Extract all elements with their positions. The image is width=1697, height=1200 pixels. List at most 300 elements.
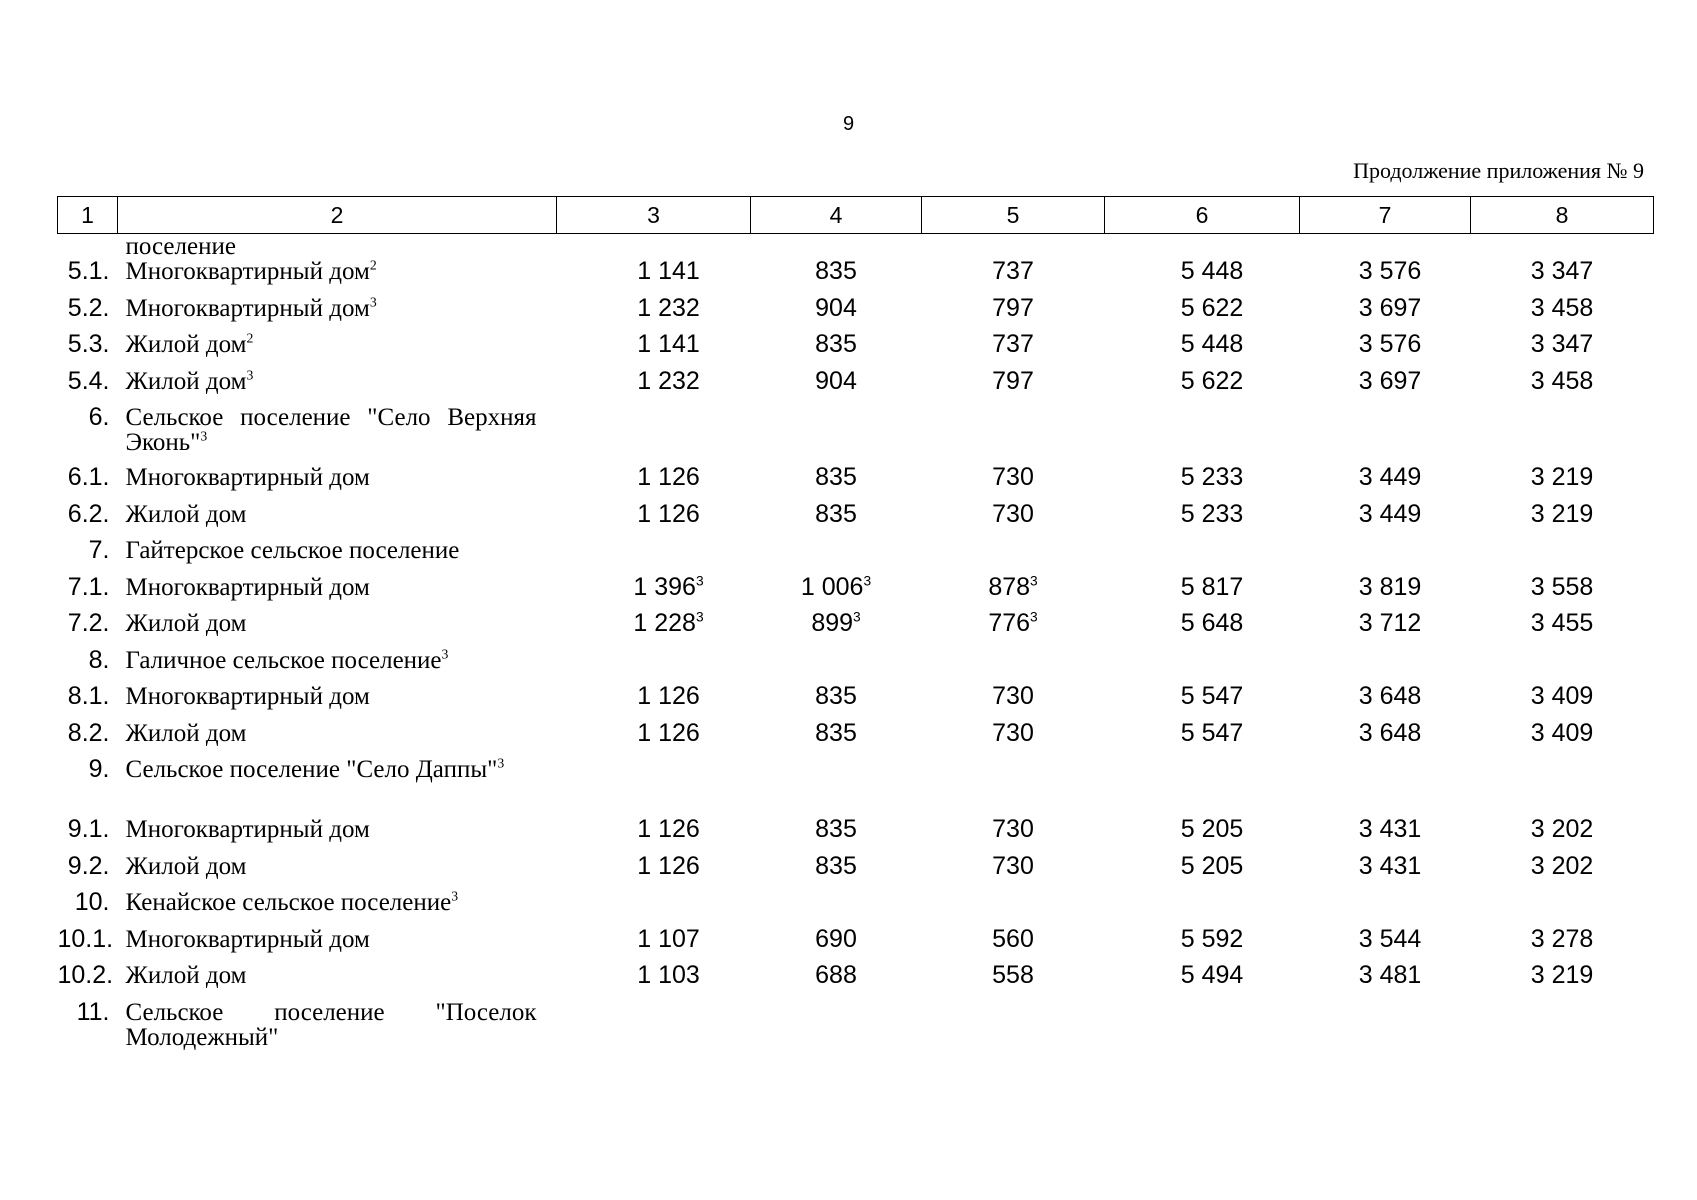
value-cell-col-3 xyxy=(557,1000,751,1060)
value: 730 xyxy=(992,463,1034,491)
value: 3 409 xyxy=(1530,718,1594,747)
value-cell-col-3 xyxy=(557,234,751,260)
value-cell-col-5 xyxy=(922,366,1105,406)
table-row xyxy=(58,465,1654,502)
value: 904 xyxy=(815,293,857,322)
table-row xyxy=(58,963,1654,1000)
value: 3 449 xyxy=(1358,499,1422,528)
table-row xyxy=(58,502,1654,539)
value-cell-col-6 xyxy=(1105,1000,1300,1060)
value-cell-col-8 xyxy=(1471,757,1654,817)
table-row xyxy=(58,332,1654,369)
value: 3 202 xyxy=(1530,815,1594,843)
value-cell-col-8 xyxy=(1471,924,1654,964)
row-name: Кенайское сельское поселение xyxy=(125,889,452,916)
column-header-5: 5 xyxy=(922,197,1105,234)
value: 835 xyxy=(815,330,857,358)
value-cell-col-4 xyxy=(751,648,922,685)
value-cell-col-7 xyxy=(1300,234,1471,260)
value: 835 xyxy=(815,682,857,710)
column-header-6: 6 xyxy=(1105,197,1300,234)
value: 3 697 xyxy=(1358,293,1422,322)
value-cell-col-5 xyxy=(922,465,1105,502)
table-row xyxy=(58,927,1654,964)
value-cell-col-4 xyxy=(751,293,922,333)
tariff-table xyxy=(57,196,1654,1060)
footnote-marker: 3 xyxy=(369,294,377,310)
table-row xyxy=(58,854,1654,891)
value-cell-col-5 xyxy=(922,611,1105,648)
value: 1 107 xyxy=(637,924,700,953)
value: 3 712 xyxy=(1358,609,1422,637)
value: 3 202 xyxy=(1530,851,1594,880)
row-name: Многоквартирный дом xyxy=(125,258,370,285)
value: 3 576 xyxy=(1358,257,1422,285)
footnote-marker: 3 xyxy=(1030,609,1038,625)
row-name-cell xyxy=(118,369,557,406)
value: 797 xyxy=(992,293,1034,322)
value-cell-col-7 xyxy=(1300,465,1471,502)
value: 560 xyxy=(992,924,1034,953)
value: 5 817 xyxy=(1180,572,1244,601)
value-cell-col-5 xyxy=(922,234,1105,260)
footnote-marker: 3 xyxy=(853,609,861,625)
value-cell-col-8 xyxy=(1471,648,1654,685)
value: 3 449 xyxy=(1358,463,1422,491)
value-cell-col-4 xyxy=(751,851,922,891)
value-cell-col-7 xyxy=(1300,1000,1471,1060)
footnote-marker: 3 xyxy=(497,755,505,771)
value: 5 205 xyxy=(1180,851,1244,880)
value-cell-col-3 xyxy=(557,499,751,539)
row-number: 5.2. xyxy=(67,293,110,322)
value-cell-col-5 xyxy=(922,332,1105,369)
table-row xyxy=(58,684,1654,721)
value-cell-col-5 xyxy=(922,684,1105,721)
row-number: 9.1. xyxy=(67,815,110,843)
row-name: Сельское поселение "Село Даппы" xyxy=(125,756,498,783)
value-cell-col-4 xyxy=(751,963,922,1000)
footnote-marker: 3 xyxy=(695,609,704,625)
row-name-cell xyxy=(118,721,557,758)
value-cell-col-5 xyxy=(922,924,1105,964)
value-cell-col-6 xyxy=(1105,499,1300,539)
row-name-cell xyxy=(118,854,557,891)
table-row xyxy=(58,575,1654,612)
value-cell-col-6 xyxy=(1105,817,1300,854)
value-cell-col-8 xyxy=(1471,817,1654,854)
value-cell-col-8 xyxy=(1471,718,1654,758)
value-cell-col-5 xyxy=(922,851,1105,891)
value-cell-col-4 xyxy=(751,924,922,964)
value-cell-col-7 xyxy=(1300,757,1471,817)
value-cell-col-7 xyxy=(1300,611,1471,648)
value: 3 576 xyxy=(1358,330,1422,358)
row-name: Многоквартирный дом xyxy=(125,816,370,843)
footnote-marker: 3 xyxy=(1030,573,1038,589)
footnote-marker: 3 xyxy=(246,367,254,383)
row-name: Многоквартирный дом xyxy=(125,573,370,601)
value-cell-col-6 xyxy=(1105,405,1300,465)
value: 5 448 xyxy=(1180,257,1244,285)
value-cell-col-6 xyxy=(1105,572,1300,612)
value: 835 xyxy=(815,851,857,880)
row-number: 7.1. xyxy=(67,572,110,601)
value: 797 xyxy=(992,366,1034,395)
value-cell-col-8 xyxy=(1471,684,1654,721)
value: 3 278 xyxy=(1530,924,1594,953)
row-name-cell xyxy=(118,1000,557,1060)
value: 3 347 xyxy=(1530,330,1594,358)
row-number: 8.2. xyxy=(67,718,110,747)
value-cell-col-4 xyxy=(751,718,922,758)
row-name-cell xyxy=(118,332,557,369)
row-number: 10.1. xyxy=(57,924,114,953)
value-cell-col-5 xyxy=(922,538,1105,575)
row-number xyxy=(58,234,118,260)
footnote-marker: 3 xyxy=(695,573,704,589)
value-cell-col-3 xyxy=(557,465,751,502)
table-row xyxy=(58,234,1654,260)
value-cell-col-6 xyxy=(1105,611,1300,648)
value-cell-col-7 xyxy=(1300,890,1471,927)
value: 3 819 xyxy=(1358,572,1422,601)
row-number: 10. xyxy=(74,888,110,916)
value: 3 697 xyxy=(1358,366,1422,395)
value-cell-col-8 xyxy=(1471,234,1654,260)
row-name: Сельское поселение "Село Верхняя Эконь" xyxy=(125,404,537,456)
value-cell-col-8 xyxy=(1471,1000,1654,1060)
value: 737 xyxy=(992,330,1034,358)
table-row xyxy=(58,817,1654,854)
table-row xyxy=(58,259,1654,296)
row-name-cell xyxy=(118,757,557,817)
value-cell-col-5 xyxy=(922,718,1105,758)
value-cell-col-7 xyxy=(1300,718,1471,758)
value-cell-col-3 xyxy=(557,684,751,721)
value-cell-col-6 xyxy=(1105,890,1300,927)
footnote-marker: 2 xyxy=(246,330,254,346)
row-number: 9.2. xyxy=(67,851,110,880)
value-cell-col-7 xyxy=(1300,405,1471,465)
value-cell-col-7 xyxy=(1300,538,1471,575)
value-cell-col-5 xyxy=(922,963,1105,1000)
value: 1 141 xyxy=(637,257,700,285)
value: 5 448 xyxy=(1180,330,1244,358)
value-cell-col-4 xyxy=(751,366,922,406)
value: 3 458 xyxy=(1530,366,1594,395)
footnote-marker: 3 xyxy=(200,428,208,444)
table-row xyxy=(58,369,1654,406)
row-name-cell xyxy=(118,405,557,465)
table-row xyxy=(58,757,1654,817)
value: 3 219 xyxy=(1530,961,1594,989)
value: 5 494 xyxy=(1180,961,1244,989)
value-cell-col-4 xyxy=(751,234,922,260)
value-cell-col-8 xyxy=(1471,293,1654,333)
row-number: 5.3. xyxy=(67,330,110,358)
value: 1 126 xyxy=(637,718,700,747)
row-name-cell xyxy=(118,648,557,685)
row-name: Сельское поселение "Поселок Молодежный" xyxy=(125,998,537,1051)
value: 1 141 xyxy=(637,330,700,358)
value-cell-col-6 xyxy=(1105,259,1300,296)
value-cell-col-6 xyxy=(1105,465,1300,502)
value: 5 622 xyxy=(1180,366,1244,395)
value: 1 232 xyxy=(637,293,700,322)
value: 688 xyxy=(815,961,857,989)
value-cell-col-7 xyxy=(1300,332,1471,369)
value: 1 126 xyxy=(637,815,700,843)
value-cell-col-3 xyxy=(557,817,751,854)
column-header-2: 2 xyxy=(118,197,557,234)
value: 3 409 xyxy=(1530,682,1594,710)
value-cell-col-8 xyxy=(1471,963,1654,1000)
value-cell-col-4 xyxy=(751,465,922,502)
value: 3 648 xyxy=(1358,718,1422,747)
value-cell-col-8 xyxy=(1471,259,1654,296)
value: 1 396 xyxy=(633,572,696,601)
value-cell-col-7 xyxy=(1300,924,1471,964)
value-cell-col-6 xyxy=(1105,648,1300,685)
row-number: 5.1. xyxy=(67,257,110,285)
value-cell-col-8 xyxy=(1471,890,1654,927)
value: 1 232 xyxy=(637,366,700,395)
value-cell-col-4 xyxy=(751,890,922,927)
row-name-cell xyxy=(118,538,557,575)
column-header-3: 3 xyxy=(557,197,751,234)
value: 5 547 xyxy=(1180,682,1244,710)
value-cell-col-3 xyxy=(557,718,751,758)
value-cell-col-7 xyxy=(1300,684,1471,721)
value-cell-col-3 xyxy=(557,924,751,964)
value-cell-col-5 xyxy=(922,890,1105,927)
value-cell-col-8 xyxy=(1471,572,1654,612)
row-name: Жилой дом xyxy=(125,610,247,637)
row-name: Жилой дом xyxy=(125,367,247,395)
value: 3 544 xyxy=(1358,924,1422,953)
value-cell-col-4 xyxy=(751,538,922,575)
row-number: 6. xyxy=(88,403,110,431)
value: 5 233 xyxy=(1180,463,1244,491)
value-cell-col-6 xyxy=(1105,234,1300,260)
value-cell-col-6 xyxy=(1105,332,1300,369)
value-cell-col-7 xyxy=(1300,851,1471,891)
row-number: 11. xyxy=(76,997,110,1026)
value: 558 xyxy=(992,961,1034,989)
value-cell-col-4 xyxy=(751,332,922,369)
value-cell-col-8 xyxy=(1471,851,1654,891)
value-cell-col-7 xyxy=(1300,366,1471,406)
value: 3 648 xyxy=(1358,682,1422,710)
footnote-marker: 3 xyxy=(863,573,872,589)
value-cell-col-4 xyxy=(751,1000,922,1060)
table-row xyxy=(58,611,1654,648)
row-name-cell xyxy=(118,963,557,1000)
value: 835 xyxy=(815,463,857,491)
value-cell-col-8 xyxy=(1471,366,1654,406)
value-cell-col-8 xyxy=(1471,538,1654,575)
value: 5 592 xyxy=(1180,924,1244,953)
row-number: 6.1. xyxy=(67,463,110,491)
value-cell-col-6 xyxy=(1105,366,1300,406)
value: 3 347 xyxy=(1530,257,1594,285)
row-name: Многоквартирный дом xyxy=(125,683,370,710)
row-name-cell xyxy=(118,234,557,260)
value-cell-col-5 xyxy=(922,1000,1105,1060)
row-name: поселение xyxy=(125,233,236,260)
value-cell-col-5 xyxy=(922,259,1105,296)
value-cell-col-3 xyxy=(557,293,751,333)
value: 3 558 xyxy=(1530,572,1594,601)
value: 1 103 xyxy=(637,961,700,989)
value: 1 228 xyxy=(633,609,696,637)
row-number: 7.2. xyxy=(67,609,110,637)
value-cell-col-6 xyxy=(1105,851,1300,891)
value: 3 219 xyxy=(1530,499,1594,528)
value-cell-col-4 xyxy=(751,405,922,465)
value-cell-col-8 xyxy=(1471,465,1654,502)
value-cell-col-4 xyxy=(751,259,922,296)
row-name-cell xyxy=(118,817,557,854)
value: 835 xyxy=(815,815,857,843)
value: 690 xyxy=(815,924,857,953)
value: 776 xyxy=(988,609,1031,637)
value: 730 xyxy=(992,815,1034,843)
value-cell-col-6 xyxy=(1105,963,1300,1000)
value-cell-col-7 xyxy=(1300,499,1471,539)
row-name-cell xyxy=(118,684,557,721)
value-cell-col-6 xyxy=(1105,293,1300,333)
value: 730 xyxy=(992,682,1034,710)
value: 904 xyxy=(815,366,857,395)
value-cell-col-5 xyxy=(922,757,1105,817)
value-cell-col-4 xyxy=(751,611,922,648)
value-cell-col-6 xyxy=(1105,757,1300,817)
value-cell-col-4 xyxy=(751,757,922,817)
table-row xyxy=(58,721,1654,758)
value-cell-col-6 xyxy=(1105,538,1300,575)
value-cell-col-5 xyxy=(922,817,1105,854)
row-name-cell xyxy=(118,890,557,927)
row-number: 8. xyxy=(88,645,110,674)
value-cell-col-8 xyxy=(1471,611,1654,648)
value-cell-col-7 xyxy=(1300,648,1471,685)
row-name: Многоквартирный дом xyxy=(125,464,370,491)
value: 835 xyxy=(815,718,857,747)
table-row xyxy=(58,890,1654,927)
row-name-cell xyxy=(118,611,557,648)
value-cell-col-6 xyxy=(1105,684,1300,721)
row-number: 10.2. xyxy=(57,961,114,989)
row-name: Галичное сельское поселение xyxy=(125,646,442,674)
row-name: Жилой дом xyxy=(125,719,247,747)
footnote-marker: 3 xyxy=(441,646,449,662)
value-cell-col-3 xyxy=(557,757,751,817)
column-header-1: 1 xyxy=(58,197,118,234)
footnote-marker: 2 xyxy=(369,257,377,273)
value-cell-col-5 xyxy=(922,499,1105,539)
value: 3 458 xyxy=(1530,293,1594,322)
value: 1 006 xyxy=(800,572,864,601)
value-cell-col-8 xyxy=(1471,332,1654,369)
value: 3 455 xyxy=(1530,609,1594,637)
value: 899 xyxy=(811,609,854,637)
row-number: 6.2. xyxy=(67,499,110,528)
value: 5 648 xyxy=(1180,609,1244,637)
value-cell-col-3 xyxy=(557,366,751,406)
value-cell-col-5 xyxy=(922,293,1105,333)
value: 1 126 xyxy=(637,682,700,710)
value-cell-col-5 xyxy=(922,648,1105,685)
value-cell-col-5 xyxy=(922,405,1105,465)
value-cell-col-3 xyxy=(557,259,751,296)
value: 5 547 xyxy=(1180,718,1244,747)
value-cell-col-6 xyxy=(1105,924,1300,964)
row-name: Жилой дом xyxy=(125,500,247,528)
value: 3 481 xyxy=(1358,961,1422,989)
row-name-cell xyxy=(118,296,557,333)
value-cell-col-8 xyxy=(1471,405,1654,465)
value: 835 xyxy=(815,499,857,528)
value-cell-col-3 xyxy=(557,538,751,575)
value: 730 xyxy=(992,718,1034,747)
value-cell-col-3 xyxy=(557,890,751,927)
table-row xyxy=(58,296,1654,333)
row-name: Жилой дом xyxy=(125,962,247,989)
value-cell-col-6 xyxy=(1105,718,1300,758)
row-name-cell xyxy=(118,502,557,539)
table-row xyxy=(58,648,1654,685)
value: 835 xyxy=(815,257,857,285)
value: 1 126 xyxy=(637,499,700,528)
row-name: Многоквартирный дом xyxy=(125,294,370,322)
table-header-row xyxy=(58,197,1654,234)
value: 737 xyxy=(992,257,1034,285)
value: 1 126 xyxy=(637,463,700,491)
row-name-cell xyxy=(118,575,557,612)
row-number: 9. xyxy=(88,755,110,783)
row-name: Жилой дом xyxy=(125,852,247,880)
table-row xyxy=(58,405,1654,465)
table-body xyxy=(58,234,1654,1060)
value: 5 233 xyxy=(1180,499,1244,528)
value-cell-col-3 xyxy=(557,405,751,465)
footnote-marker: 3 xyxy=(451,888,459,904)
value-cell-col-7 xyxy=(1300,963,1471,1000)
row-name: Многоквартирный дом xyxy=(125,925,370,953)
row-name: Гайтерское сельское поселение xyxy=(125,537,460,564)
value-cell-col-4 xyxy=(751,572,922,612)
row-name-cell xyxy=(118,259,557,296)
value: 3 219 xyxy=(1530,463,1594,491)
row-number: 8.1. xyxy=(67,682,110,710)
value-cell-col-3 xyxy=(557,648,751,685)
column-header-4: 4 xyxy=(751,197,922,234)
value-cell-col-4 xyxy=(751,499,922,539)
value-cell-col-4 xyxy=(751,684,922,721)
row-name-cell xyxy=(118,465,557,502)
value-cell-col-3 xyxy=(557,851,751,891)
value-cell-col-5 xyxy=(922,572,1105,612)
value: 5 622 xyxy=(1180,293,1244,322)
row-number: 5.4. xyxy=(67,366,110,395)
value-cell-col-7 xyxy=(1300,817,1471,854)
value-cell-col-7 xyxy=(1300,259,1471,296)
value-cell-col-3 xyxy=(557,963,751,1000)
value: 730 xyxy=(992,499,1034,528)
value: 878 xyxy=(988,572,1031,601)
